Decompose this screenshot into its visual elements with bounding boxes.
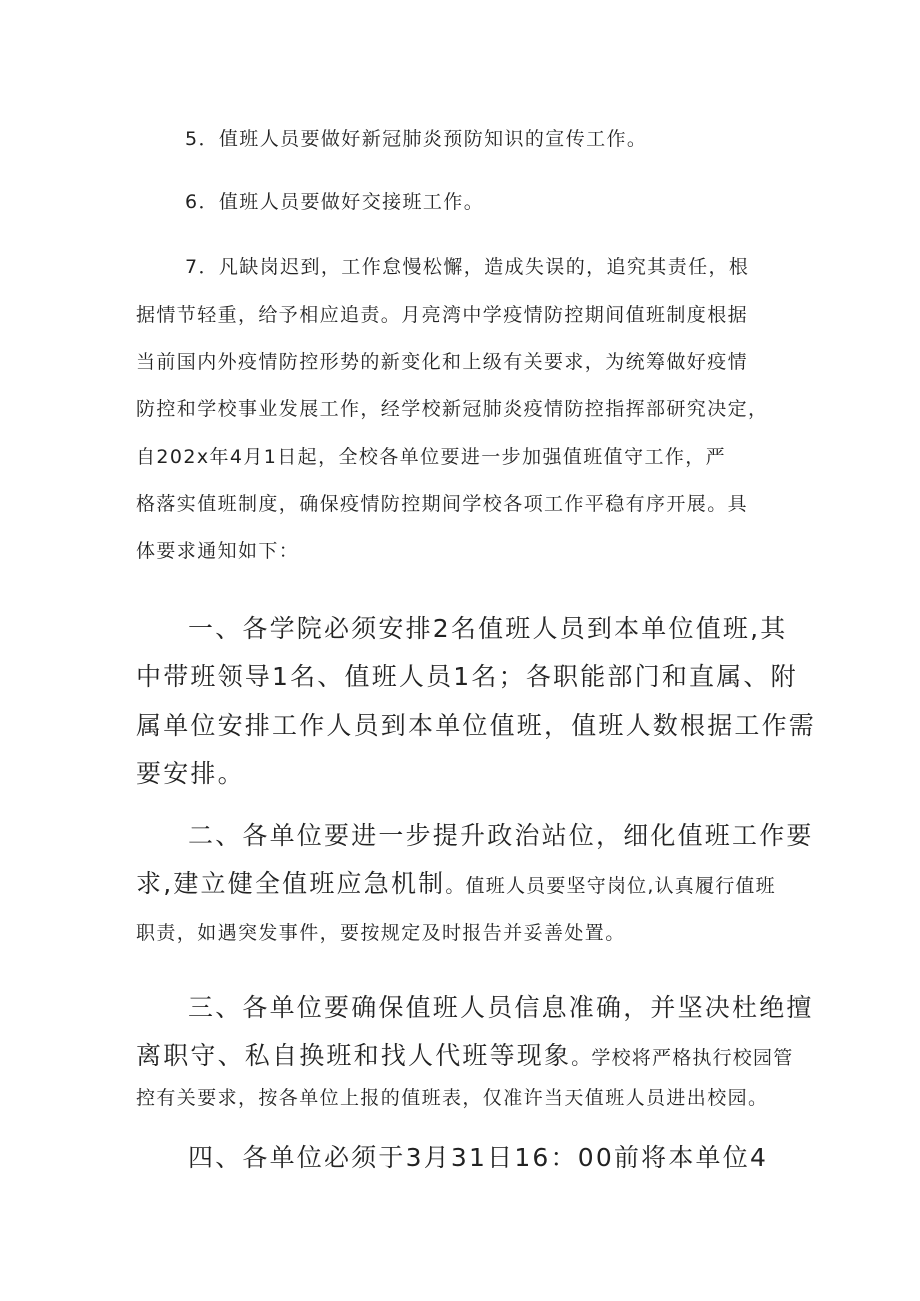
section-3-line-3: 控有关要求，按各单位上报的值班表，仅准许当天值班人员进出校园。 [136,1087,769,1109]
section-2-line-2-small: 。值班人员要坚守岗位,认真履行值班 [445,875,776,897]
item-7-line-2: 据情节轻重，给予相应追责。月亮湾中学疫情防控期间值班制度根据 [136,304,749,326]
section-2-line-2 [136,864,776,900]
section-3-line-2-small: 。学校将严格执行校园管 [571,1047,794,1069]
section-4-line-1: 四、各单位必须于3月31日16：00前将本单位4 [188,1143,769,1172]
item-7-line-7: 体要求通知如下： [136,540,300,562]
section-1-line-3: 属单位安排工作人员到本单位值班，值班人数根据工作需 [136,711,817,740]
section-1-line-4: 要安排。 [136,759,245,788]
section-3-line-1: 三、各单位要确保值班人员信息准确，并坚决杜绝擅 [188,993,814,1022]
item-7-line-3: 当前国内外疫情防控形势的新变化和上级有关要求，为统筹做好疫情 [136,351,749,373]
section-2-line-3: 职责，如遇突发事件，要按规定及时报告并妥善处置。 [136,922,626,944]
item-5: 5．值班人员要做好新冠肺炎预防知识的宣传工作。 [185,128,648,150]
item-6: 6．值班人员要做好交接班工作。 [185,191,485,213]
item-7-line-1: 7．凡缺岗迟到，工作怠慢松懈，造成失误的，追究其责任，根 [185,256,750,278]
section-2-line-2-large: 求,建立健全值班应急机制 [136,869,446,898]
section-3-line-2 [136,1036,793,1072]
section-3-line-2-large: 离职守、私自换班和找人代班等现象 [136,1041,572,1070]
item-7-line-6: 格落实值班制度，确保疫情防控期间学校各项工作平稳有序开展。具 [136,493,749,515]
item-7-line-5: 自202x年4月1日起，全校各单位要进一步加强值班值守工作，严 [136,446,727,468]
section-1-line-1: 一、各学院必须安排2名值班人员到本单位值班,其 [188,614,788,643]
item-7-line-4: 防控和学校事业发展工作，经学校新冠肺炎疫情防控指挥部研究决定， [136,398,769,420]
section-2-line-1: 二、各单位要进一步提升政治站位，细化值班工作要 [188,821,814,850]
section-1-line-2: 中带班领导1名、值班人员1名；各职能部门和直属、附 [136,662,798,691]
